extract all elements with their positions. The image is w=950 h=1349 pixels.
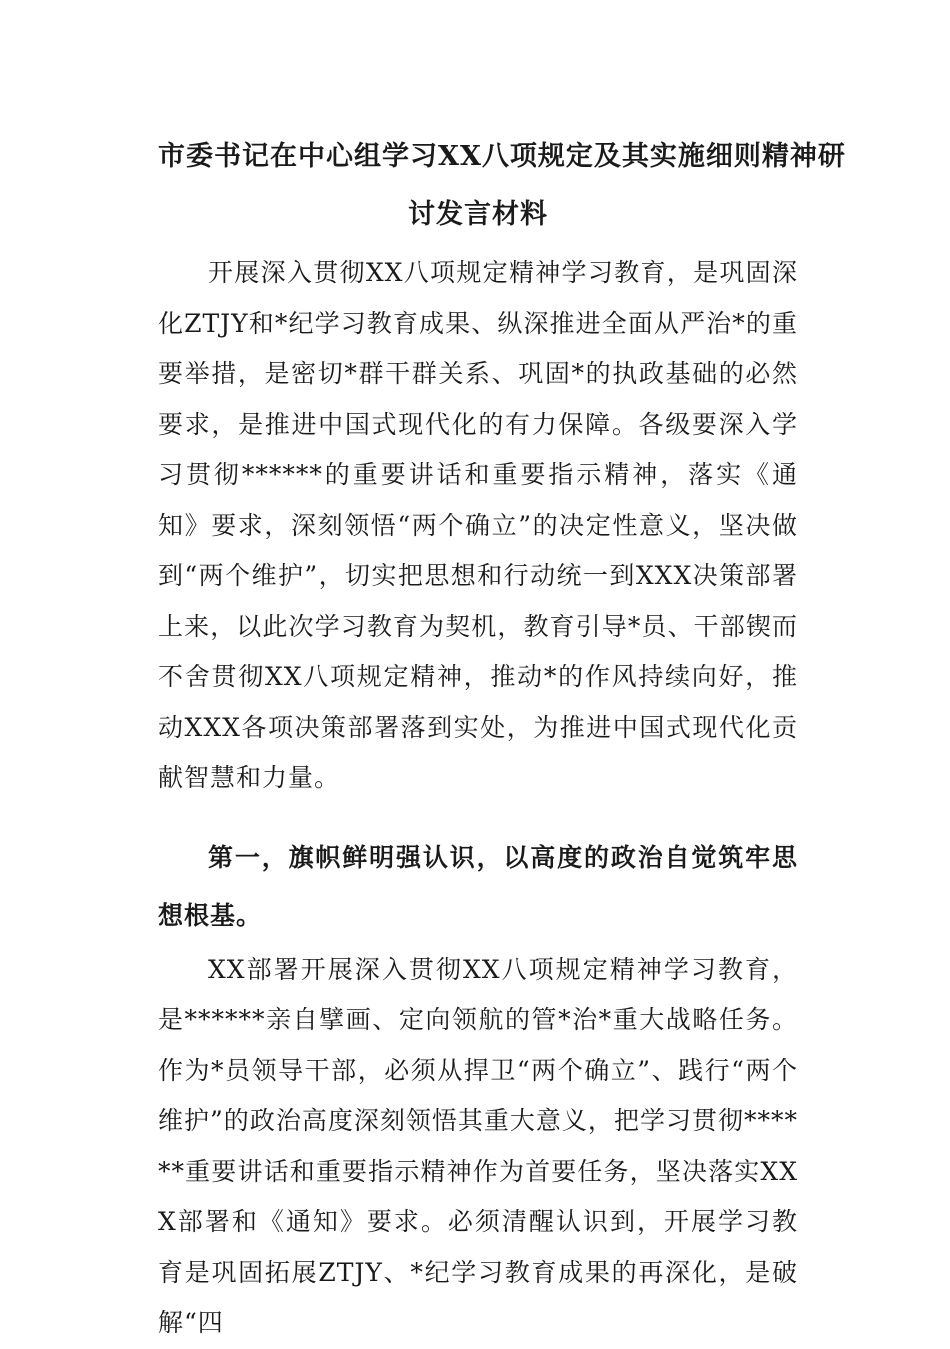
document-title xyxy=(158,128,846,244)
intro-paragraph: 开展深入贯彻XX八项规定精神学习教育，是巩固深化ZTJY和*纪学习教育成果、纵深推进全面从严治*的重要举措，是密切*群干群关系、巩固*的执政基础的必然要求，是推进中国式现代化的有力保障。各级要深入学习贯彻******的重要讲话和重要指示精神，落实《通知》要求，深刻领悟“两个确立”的决定性意义，坚决做到“两个维护”，切实把思想和行动统一到XXX决策部署上来，以此次学习教育为契机，教育引导*员、干部锲而不舍贯彻XX八项规定精神，推动*的作风持续向好，推动XXX各项决策部署落到实处，为推进中国式现代化贡献智慧和力量。 xyxy=(158,258,798,792)
section-1-paragraph: XX部署开展深入贯彻XX八项规定精神学习教育，是******亲自擘画、定向领航的管*治*重大战略任务。作为*员领导干部，必须从捍卫“两个确立”、践行“两个维护”的政治高度深刻领悟其重大意义，把学习贯彻******重要讲话和重要指示精神作为首要任务，坚决落实XXX部署和《通知》要求。必须清醒认识到，开展学习教育是巩固拓展ZTJY、*纪学习教育成果的再深化，是破解“四 xyxy=(158,954,798,1337)
document-page xyxy=(158,128,846,1349)
title-line-1: 市委书记在中心组学习XX八项规定及其实施细则精神研 xyxy=(158,141,846,172)
title-line-2: 讨发言材料 xyxy=(408,199,548,230)
section-1-heading: 第一，旗帜鲜明强认识，以高度的政治自觉筑牢思想根基。 xyxy=(158,842,798,930)
